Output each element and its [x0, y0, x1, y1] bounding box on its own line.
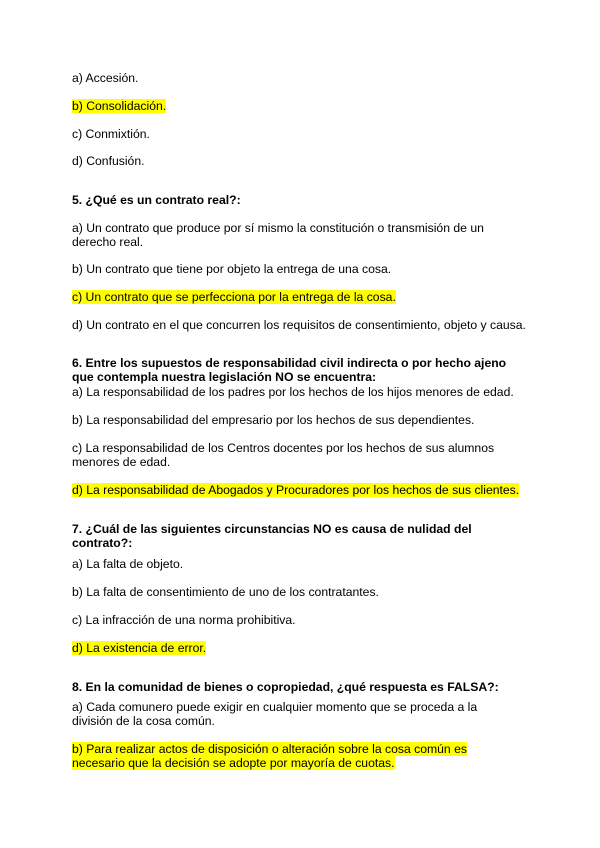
q8-title: 8. En la comunidad de bienes o copropiedad, ¿qué respuesta es FALSA?:: [72, 680, 499, 694]
q6-title-line2: que contempla nuestra legislación NO se encuentra:: [72, 370, 377, 384]
q6-option-d: d) La responsabilidad de Abogados y Procuradores por los hechos de sus clientes.: [72, 483, 520, 497]
q4-option-d: d) Confusión.: [72, 154, 145, 168]
q7-option-d: d) La existencia de error.: [72, 641, 207, 655]
q6-option-b: b) La responsabilidad del empresario por los hechos de sus dependientes.: [72, 413, 475, 427]
q7-option-c: c) La infracción de una norma prohibitiva.: [72, 613, 296, 627]
q6-option-c-line2: menores de edad.: [72, 455, 171, 469]
q8-option-a-line2: división de la cosa común.: [72, 714, 215, 728]
q8-option-a-line1: a) Cada comunero puede exigir en cualquier momento que se proceda a la: [72, 700, 478, 714]
q7-title-line1: 7. ¿Cuál de las siguientes circunstancias NO es causa de nulidad del: [72, 522, 472, 536]
q5-option-d: d) Un contrato en el que concurren los requisitos de consentimiento, objeto y causa.: [72, 318, 526, 332]
q7-title-line2: contrato?:: [72, 536, 133, 550]
q5-option-a-line1: a) Un contrato que produce por sí mismo la constitución o transmisión de un: [72, 221, 484, 235]
q6-title-line1: 6. Entre los supuestos de responsabilidad civil indirecta o por hecho ajeno: [72, 356, 507, 370]
q5-option-a-line2: derecho real.: [72, 235, 144, 249]
q8-option-b-line2: necesario que la decisión se adopte por mayoría de cuotas.: [72, 756, 395, 770]
q4-option-a: a) Accesión.: [72, 71, 139, 85]
q6-option-a: a) La responsabilidad de los padres por los hechos de los hijos menores de edad.: [72, 385, 514, 399]
q4-option-c: c) Conmixtión.: [72, 127, 150, 141]
q7-option-a: a) La falta de objeto.: [72, 557, 184, 571]
q5-title: 5. ¿Qué es un contrato real?:: [72, 193, 241, 207]
q6-option-c-line1: c) La responsabilidad de los Centros docentes por los hechos de sus alumnos: [72, 441, 495, 455]
q5-option-c: c) Un contrato que se perfecciona por la entrega de la cosa.: [72, 290, 396, 304]
q4-option-b: b) Consolidación.: [72, 99, 167, 113]
q5-option-b: b) Un contrato que tiene por objeto la entrega de una cosa.: [72, 262, 392, 276]
q8-option-b-line1: b) Para realizar actos de disposición o alteración sobre la cosa común es: [72, 742, 467, 756]
q7-option-b: b) La falta de consentimiento de uno de los contratantes.: [72, 585, 379, 599]
